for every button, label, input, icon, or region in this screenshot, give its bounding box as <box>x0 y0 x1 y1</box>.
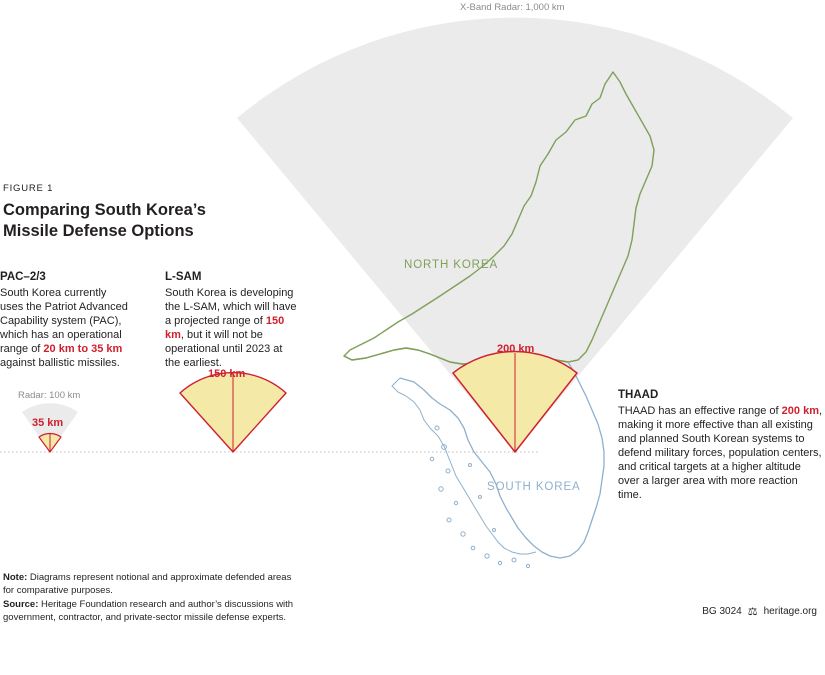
figure-eyebrow: FIGURE 1 <box>3 183 54 194</box>
system-block-lsam <box>165 270 300 370</box>
system-desc-thaad-pre: THAAD has an effective range of <box>618 404 782 417</box>
pac-range-label: 35 km <box>32 417 64 429</box>
heritage-logo-icon: ⚖ <box>747 606 758 618</box>
pac-radar-label: Radar: 100 km <box>18 390 81 401</box>
system-desc-pac-post: against ballistic missiles. <box>0 357 120 370</box>
lsam-range-label: 150 km <box>208 368 246 380</box>
system-range-pac: 20 km to 35 km <box>43 343 123 356</box>
publisher-url: heritage.org <box>763 606 817 617</box>
note-text: Diagrams represent notional and approximate defended areas for comparative purposes. <box>3 572 292 596</box>
source-line <box>3 599 303 624</box>
source-label: Source: <box>3 599 39 611</box>
system-name-thaad: THAAD <box>618 389 659 401</box>
north-korea-label: NORTH KOREA <box>404 259 499 271</box>
thaad-range-label: 200 km <box>497 343 535 355</box>
system-desc-lsam-pre: South Korea is developing the L-SAM, which will have a projected range of <box>165 286 297 327</box>
system-range-thaad: 200 km <box>781 404 819 417</box>
footnotes <box>3 572 303 627</box>
source-text: Heritage Foundation research and author’s discussions with government, contractor, and private-sector missile defense experts. <box>3 599 294 624</box>
system-name-pac: PAC–2/3 <box>0 271 46 283</box>
system-range-lsam: 150 km <box>165 314 285 341</box>
system-desc-pac-pre: South Korea currently uses the Patriot Advanced Capability system (PAC), which has an operational range of <box>0 286 128 356</box>
page-title: Comparing South Korea’s Missile Defense Options <box>3 201 206 240</box>
xband-radar-label: X-Band Radar: 1,000 km <box>460 2 565 13</box>
note-label: Note: <box>3 572 28 583</box>
note-line <box>3 572 303 597</box>
system-block-thaad <box>618 388 823 502</box>
system-block-pac <box>0 270 128 370</box>
system-desc-thaad-post: , making it more effective than all existing and planned South Korean systems to defend military forces, population centers, and critical targets at a higher altitude over a larger area with more reaction time. <box>618 404 823 502</box>
system-desc-lsam-post: , but it will not be operational until 2023 at the earliest. <box>165 328 283 370</box>
publication-code: BG 3024 <box>702 606 742 617</box>
credit-bar <box>702 605 817 618</box>
system-name-lsam: L-SAM <box>165 271 202 283</box>
south-korea-label: SOUTH KOREA <box>487 481 581 493</box>
